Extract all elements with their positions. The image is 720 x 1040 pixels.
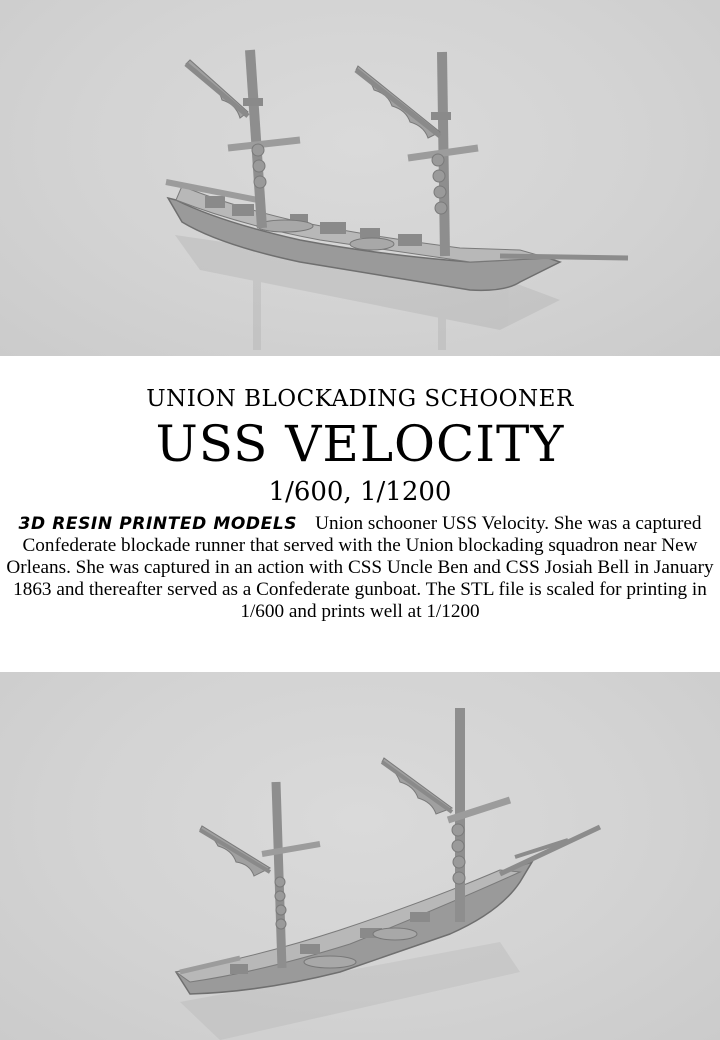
product-info-panel	[0, 356, 720, 672]
ship-bow-view-illustration	[0, 672, 720, 1040]
page-title: USS VELOCITY	[155, 415, 565, 473]
subtitle: UNION BLOCKADING SCHOONER	[146, 386, 574, 412]
scale-label: 1/600, 1/1200	[268, 477, 452, 507]
top-ship-render	[0, 0, 720, 356]
bottom-ship-render	[0, 672, 720, 1040]
description-body: Union schooner USS Velocity. She was a captured Confederate blockade runner that served with the Union blockading squadron near New Orleans. She was captured in an action with CSS Uncle Ben and CSS Josiah Bell in January 1863 and thereafter served as a Confederate gunboat. The STL file is scaled for printing in 1/600 and prints well at 1/1200	[6, 513, 714, 622]
description-lead: 3D RESIN PRINTED MODELS	[18, 514, 298, 534]
main-mast	[276, 782, 282, 968]
description-text	[6, 513, 714, 623]
ship-side-view-illustration	[0, 0, 720, 356]
